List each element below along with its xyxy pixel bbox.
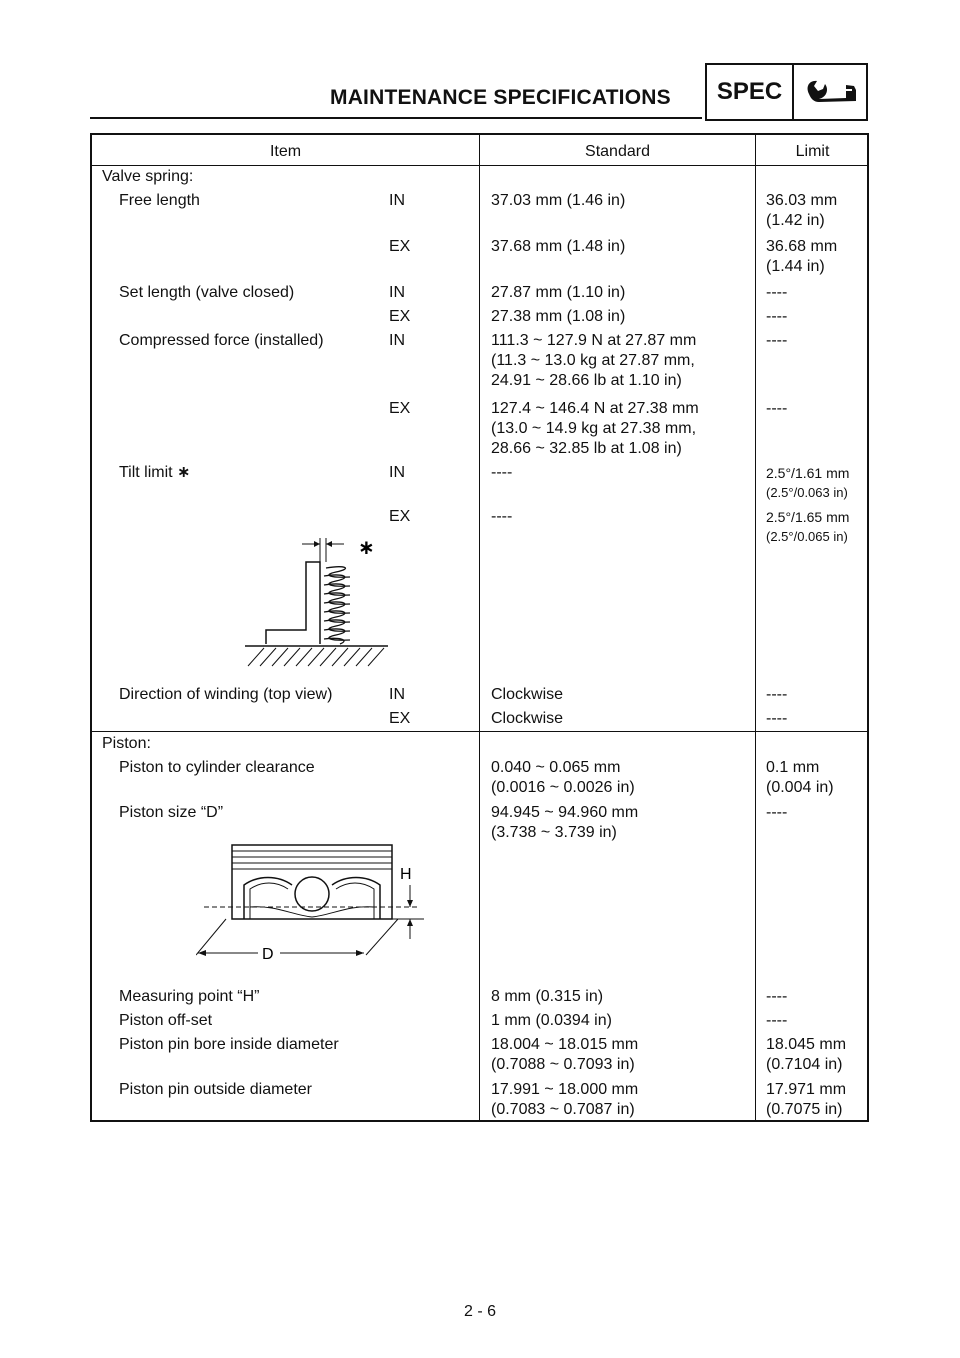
limit-value: ---- xyxy=(766,284,788,301)
limit-value: ---- xyxy=(766,1012,788,1029)
item-compressed-force: Compressed force (installed) xyxy=(119,332,324,349)
item-piston-offset: Piston off-set xyxy=(119,1012,213,1029)
item-pin-od: Piston pin outside diameter xyxy=(119,1081,312,1098)
std-value: 1 mm (0.0394 in) xyxy=(491,1012,612,1029)
diagram-asterisk: ∗ xyxy=(358,535,375,559)
item-piston-size: Piston size “D” xyxy=(119,804,224,821)
section-divider xyxy=(92,731,867,732)
limit-value: (2.5°/0.065 in) xyxy=(766,529,848,544)
limit-value: 2.5°/1.61 mm xyxy=(766,465,850,481)
std-value: 111.3 ~ 127.9 N at 27.87 mm xyxy=(491,332,697,349)
label-in: IN xyxy=(389,192,405,209)
spec-badge-label: SPEC xyxy=(707,65,794,119)
item-free-length: Free length xyxy=(119,192,200,209)
spec-table xyxy=(90,133,869,1122)
limit-value: 18.045 mm xyxy=(766,1036,847,1053)
piston-diagram xyxy=(196,835,432,965)
diagram-label-h: H xyxy=(400,866,412,883)
label-ex: EX xyxy=(389,308,411,325)
label-in: IN xyxy=(389,686,405,703)
limit-value: ---- xyxy=(766,710,788,727)
col-divider xyxy=(755,135,756,1120)
page-number: 2 - 6 xyxy=(463,1303,496,1320)
limit-value: (0.7075 in) xyxy=(766,1101,843,1118)
item-pin-bore: Piston pin bore inside diameter xyxy=(119,1036,339,1053)
col-header-standard: Standard xyxy=(585,143,650,160)
limit-value: ---- xyxy=(766,400,788,417)
std-value: 18.004 ~ 18.015 mm xyxy=(491,1036,639,1053)
std-value: 37.68 mm (1.48 in) xyxy=(491,238,626,255)
tilt-limit-diagram xyxy=(240,532,390,670)
header-divider xyxy=(92,165,867,166)
limit-value: 2.5°/1.65 mm xyxy=(766,509,850,525)
col-divider xyxy=(479,135,480,1120)
tilt-limit-label: Tilt limit xyxy=(119,464,173,481)
limit-value: (0.7104 in) xyxy=(766,1056,843,1073)
std-value: 28.66 ~ 32.85 lb at 1.08 in) xyxy=(491,440,682,457)
limit-value: (1.42 in) xyxy=(766,212,825,229)
std-value: 127.4 ~ 146.4 N at 27.38 mm xyxy=(491,400,699,417)
std-value: Clockwise xyxy=(491,710,564,727)
spec-badge xyxy=(705,63,868,121)
std-value: (0.7083 ~ 0.7087 in) xyxy=(491,1101,635,1118)
std-value: (0.0016 ~ 0.0026 in) xyxy=(491,779,635,796)
col-header-limit: Limit xyxy=(795,143,830,160)
label-in: IN xyxy=(389,464,405,481)
std-value: 27.38 mm (1.08 in) xyxy=(491,308,626,325)
limit-value: (0.004 in) xyxy=(766,779,834,796)
limit-value: 0.1 mm xyxy=(766,759,820,776)
item-set-length: Set length (valve closed) xyxy=(119,284,295,301)
item-piston-clearance: Piston to cylinder clearance xyxy=(119,759,315,776)
limit-value: ---- xyxy=(766,988,788,1005)
std-value: 0.040 ~ 0.065 mm xyxy=(491,759,621,776)
limit-value: (1.44 in) xyxy=(766,258,825,275)
limit-value: 17.971 mm xyxy=(766,1081,847,1098)
label-ex: EX xyxy=(389,400,411,417)
label-ex: EX xyxy=(389,710,411,727)
page-title: MAINTENANCE SPECIFICATIONS xyxy=(330,86,671,109)
col-header-item: Item xyxy=(269,143,302,160)
std-value: 94.945 ~ 94.960 mm xyxy=(491,804,639,821)
section-valve-spring: Valve spring: xyxy=(102,168,194,185)
std-value: 8 mm (0.315 in) xyxy=(491,988,604,1005)
std-value: Clockwise xyxy=(491,686,564,703)
asterisk-icon: ∗ xyxy=(177,464,191,481)
limit-value: ---- xyxy=(766,804,788,821)
label-in: IN xyxy=(389,284,405,301)
std-value: 27.87 mm (1.10 in) xyxy=(491,284,626,301)
diagram-label-d: D xyxy=(262,946,274,963)
label-ex: EX xyxy=(389,508,411,525)
std-value: 37.03 mm (1.46 in) xyxy=(491,192,626,209)
limit-value: 36.68 mm xyxy=(766,238,838,255)
limit-value: 36.03 mm xyxy=(766,192,838,209)
label-ex: EX xyxy=(389,238,411,255)
std-value: (3.738 ~ 3.739 in) xyxy=(491,824,617,841)
label-in: IN xyxy=(389,332,405,349)
std-value: ---- xyxy=(491,464,513,481)
std-value: (13.0 ~ 14.9 kg at 27.38 mm, xyxy=(491,420,697,437)
std-value: 24.91 ~ 28.66 lb at 1.10 in) xyxy=(491,372,682,389)
std-value: 17.991 ~ 18.000 mm xyxy=(491,1081,639,1098)
item-winding: Direction of winding (top view) xyxy=(119,686,333,703)
item-measuring-point: Measuring point “H” xyxy=(119,988,260,1005)
limit-value: ---- xyxy=(766,686,788,703)
std-value: (0.7088 ~ 0.7093 in) xyxy=(491,1056,635,1073)
wrench-icon xyxy=(794,65,866,119)
limit-value: ---- xyxy=(766,332,788,349)
item-tilt-limit xyxy=(119,463,190,483)
limit-value: ---- xyxy=(766,308,788,325)
section-piston: Piston: xyxy=(102,735,151,752)
limit-value: (2.5°/0.063 in) xyxy=(766,485,848,500)
std-value: (11.3 ~ 13.0 kg at 27.87 mm, xyxy=(491,352,695,369)
header-rule xyxy=(90,117,702,119)
std-value: ---- xyxy=(491,508,513,525)
